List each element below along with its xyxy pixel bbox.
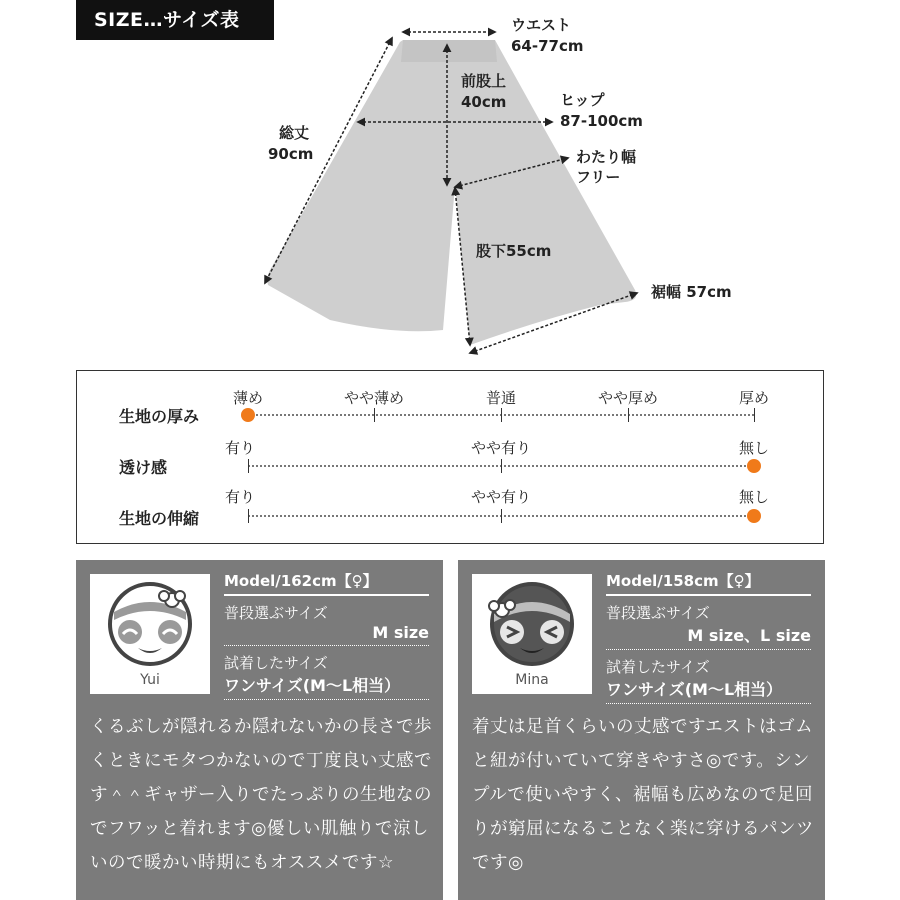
thickness-tick-mark	[628, 408, 629, 422]
thickness-tick-mark	[374, 408, 375, 422]
thickness-label: 生地の厚み	[119, 407, 200, 426]
hem-width-label: 裾幅 57cm	[651, 283, 732, 301]
waistband	[401, 40, 497, 62]
tried-size-label: 試着したサイズ	[606, 658, 710, 676]
pants-silhouette	[267, 40, 636, 345]
total-length-value: 90cm	[268, 145, 314, 163]
usual-size-label: 普段選ぶサイズ	[224, 604, 328, 622]
avatar	[472, 574, 592, 694]
tried-size-label: 試着したサイズ	[224, 654, 328, 672]
avatar-name: Mina	[515, 672, 549, 688]
hip-value: 87-100cm	[560, 112, 643, 130]
transparency-tick-0: 有り	[224, 439, 256, 457]
waist-value: 64-77cm	[511, 37, 584, 55]
model-height: Model/158cm【♀】	[606, 570, 811, 596]
size-chart-title: SIZE…サイズ表	[76, 0, 274, 40]
hip-label: ヒップ	[560, 91, 605, 109]
thigh-width-label: わたり幅	[576, 148, 637, 166]
transparency-tick-1: やや有り	[470, 439, 532, 457]
thickness-tick-4: 厚め	[738, 389, 770, 407]
stretch-label: 生地の伸縮	[119, 509, 200, 528]
model-panel-yui	[76, 560, 443, 900]
stretch-selected-dot	[747, 509, 761, 523]
model-comment: くるぶしが隠れるか隠れないかの長さで歩くときにモタつかないので丁度良い丈感です＾＾ギャザー入りでたっぷりの生地なのでフワッと着れます◎優しい肌触りで涼しいので暖かい時期にもオススメです☆	[90, 717, 432, 873]
stretch-tick-2: 無し	[738, 488, 770, 506]
thickness-tick-3: やや厚め	[597, 389, 659, 407]
usual-size-value: M size、L size	[606, 623, 811, 650]
transparency-tick-2: 無し	[738, 439, 770, 457]
avatar	[90, 574, 210, 694]
garment-diagram	[0, 0, 900, 365]
front-rise-label: 前股上	[461, 72, 507, 90]
transparency-label: 透け感	[119, 458, 168, 477]
inseam-label: 股下55cm	[476, 242, 552, 260]
fabric-scale-box	[76, 370, 824, 544]
waist-label: ウエスト	[511, 16, 572, 34]
model-info	[606, 570, 811, 704]
thigh-width-value: フリー	[576, 168, 621, 186]
thickness-tick-1: やや薄め	[343, 389, 405, 407]
thickness-tick-mark	[754, 408, 755, 422]
usual-size-value: M size	[224, 623, 429, 646]
transparency-tick-mark	[248, 459, 249, 473]
transparency-selected-dot	[747, 459, 761, 473]
model-info	[224, 570, 429, 700]
avatar-name: Yui	[140, 672, 160, 688]
usual-size-label: 普段選ぶサイズ	[606, 604, 710, 622]
transparency-tick-mark	[501, 459, 502, 473]
tried-size-value: ワンサイズ(M〜L相当）	[606, 677, 811, 704]
model-comment: 着丈は足首くらいの丈感ですエストはゴムと紐が付いていて穿きやすさ◎です。シンプルで使いやすく、裾幅も広めなので足回りが窮屈になることなく楽に穿けるパンツです◎	[472, 717, 814, 873]
tried-size-value: ワンサイズ(M〜L相当）	[224, 673, 429, 700]
stretch-tick-mark	[501, 509, 502, 523]
front-rise-value: 40cm	[461, 93, 507, 111]
model-height: Model/162cm【♀】	[224, 570, 429, 596]
thickness-tick-mark	[501, 408, 502, 422]
total-length-label: 総丈	[279, 124, 310, 142]
thickness-tick-0: 薄め	[232, 389, 264, 407]
stretch-tick-0: 有り	[224, 488, 256, 506]
model-panel-mina	[458, 560, 825, 900]
thickness-tick-2: 普通	[485, 389, 517, 407]
thickness-selected-dot	[241, 408, 255, 422]
stretch-tick-mark	[248, 509, 249, 523]
stretch-tick-1: やや有り	[470, 488, 532, 506]
